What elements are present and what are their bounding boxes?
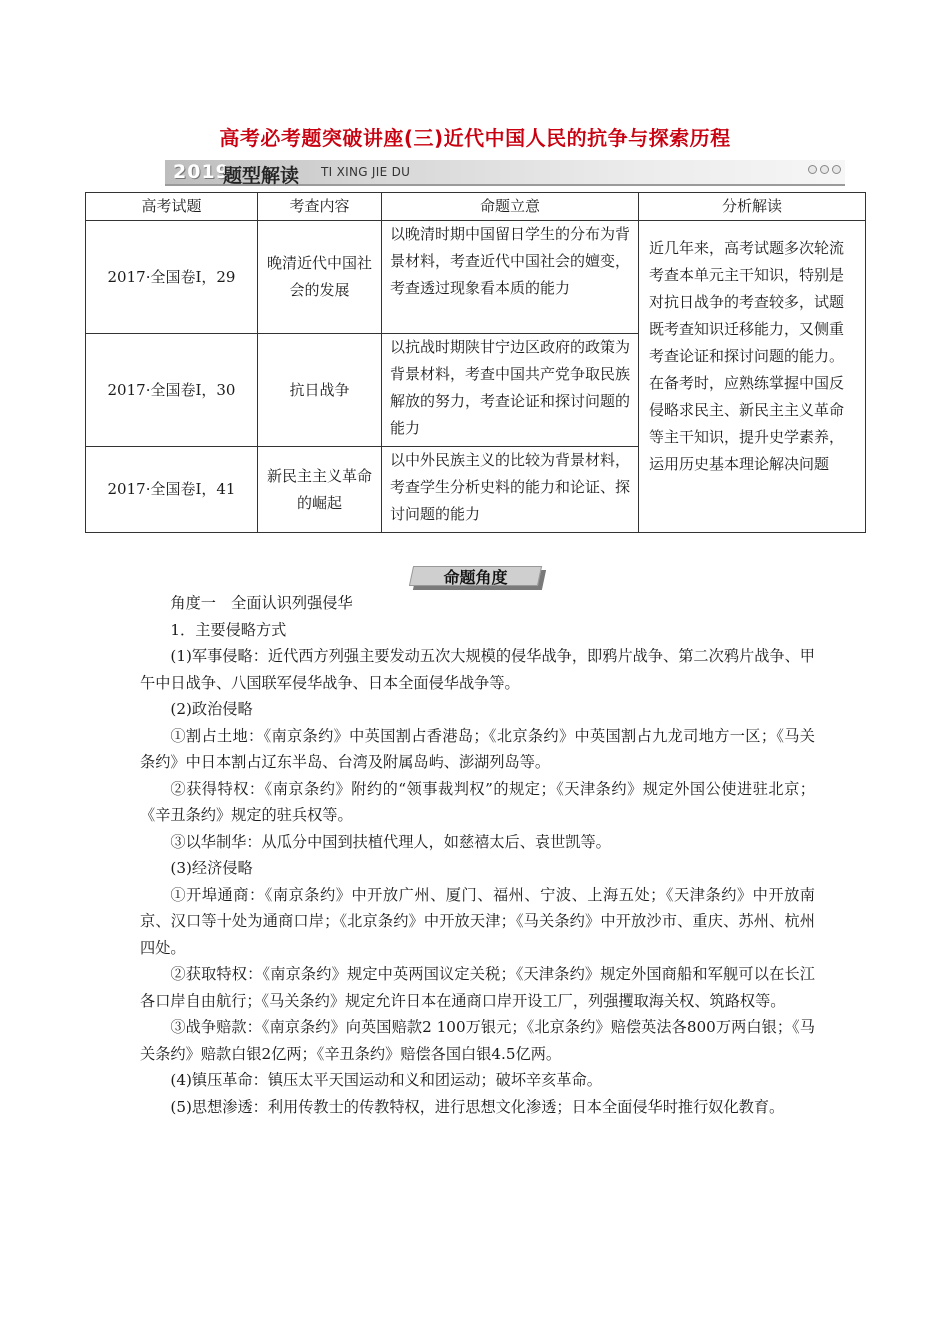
paragraph: ②获得特权：《南京条约》附约的“领事裁判权”的规定；《天津条约》规定外国公使进驻北京；《辛丑条约》规定的驻兵权等。 [140,779,815,824]
cell-exam: 2017·全国卷Ⅰ，29 [86,221,258,334]
header-intent: 命题立意 [382,193,639,221]
header-analysis: 分析解读 [639,193,866,221]
header-content: 考查内容 [258,193,382,221]
cell-intent: 以抗战时期陕甘宁边区政府的政策为背景材料，考查中国共产党争取民族解放的努力，考查论证和探讨问题的能力 [382,334,639,447]
table-row [86,221,866,334]
cell-analysis: 近几年来，高考试题多次轮流考查本单元主干知识，特别是对抗日战争的考查较多，试题既考查知识迁移能力，又侧重考查论证和探讨问题的能力。在备考时，应熟练掌握中国反侵略求民主、新民主主义革命等主干知识，提升史学素养，运用历史基本理论解决问题 [639,221,866,533]
body-text [140,590,815,1120]
header-exam: 高考试题 [86,193,258,221]
paragraph: (4)镇压革命：镇压太平天国运动和义和团运动；破坏辛亥革命。 [170,1071,602,1089]
cell-content: 抗日战争 [258,334,382,447]
cell-exam: 2017·全国卷Ⅰ，30 [86,334,258,447]
exam-analysis-table [85,192,866,533]
paragraph: ①开埠通商：《南京条约》中开放广州、厦门、福州、宁波、上海五处；《天津条约》中开放南京、汉口等十处为通商口岸；《北京条约》中开放天津；《马关条约》中开放沙市、重庆、苏州、杭州四处。 [140,885,815,957]
paragraph: (2)政治侵略 [170,700,253,718]
table-header-row [86,193,866,221]
paragraph: ①割占土地：《南京条约》中英国割占香港岛；《北京条约》中英国割占九龙司地方一区；《马关条约》中日本割占辽东半岛、台湾及附属岛屿、澎湖列岛等。 [140,726,815,771]
paragraph: (1)军事侵略：近代西方列强主要发动五次大规模的侵华战争，即鸦片战争、第二次鸦片战争、甲午中日战争、八国联军侵华战争、日本全面侵华战争等。 [140,647,815,692]
paragraph: (5)思想渗透：利用传教士的传教特权，进行思想文化渗透；日本全面侵华时推行奴化教育。 [170,1097,785,1116]
heading-methods: 1．主要侵略方式 [170,620,287,639]
banner-pinyin: TI XING JIE DU [321,165,411,179]
paragraph: ②获取特权：《南京条约》规定中英两国议定关税；《天津条约》规定外国商船和军舰可以在长江各口岸自由航行；《马关条约》规定允许日本在通商口岸开设工厂，列强攫取海关权、筑路权等。 [140,965,815,1010]
section-tag-label: 命题角度 [443,568,508,587]
section-banner [165,160,845,186]
cell-exam: 2017·全国卷Ⅰ，41 [86,447,258,533]
heading-angle: 角度一 全面认识列强侵华 [170,594,353,612]
page-title: 高考必考题突破讲座(三)近代中国人民的抗争与探索历程 [219,126,731,150]
paragraph: ③以华制华：从瓜分中国到扶植代理人，如慈禧太后、袁世凯等。 [170,832,611,851]
banner-label: 题型解读 [223,165,300,187]
cell-content: 晚清近代中国社会的发展 [258,221,382,334]
banner-year: 2019 [173,161,230,183]
cell-intent: 以晚清时期中国留日学生的分布为背景材料，考查近代中国社会的嬗变，考查透过现象看本质的能力 [382,221,639,334]
cell-intent: 以中外民族主义的比较为背景材料，考查学生分析史料的能力和论证、探讨问题的能力 [382,447,639,533]
banner-dots-icon [808,165,841,174]
section-tag [411,566,544,588]
paragraph: (3)经济侵略 [170,859,253,877]
cell-content: 新民主主义革命的崛起 [258,447,382,533]
paragraph: ③战争赔款：《南京条约》向英国赔款2 100万银元；《北京条约》赔偿英法各800万两白银；《马关条约》赔款白银2亿两；《辛丑条约》赔偿各国白银4.5亿两。 [140,1018,815,1063]
